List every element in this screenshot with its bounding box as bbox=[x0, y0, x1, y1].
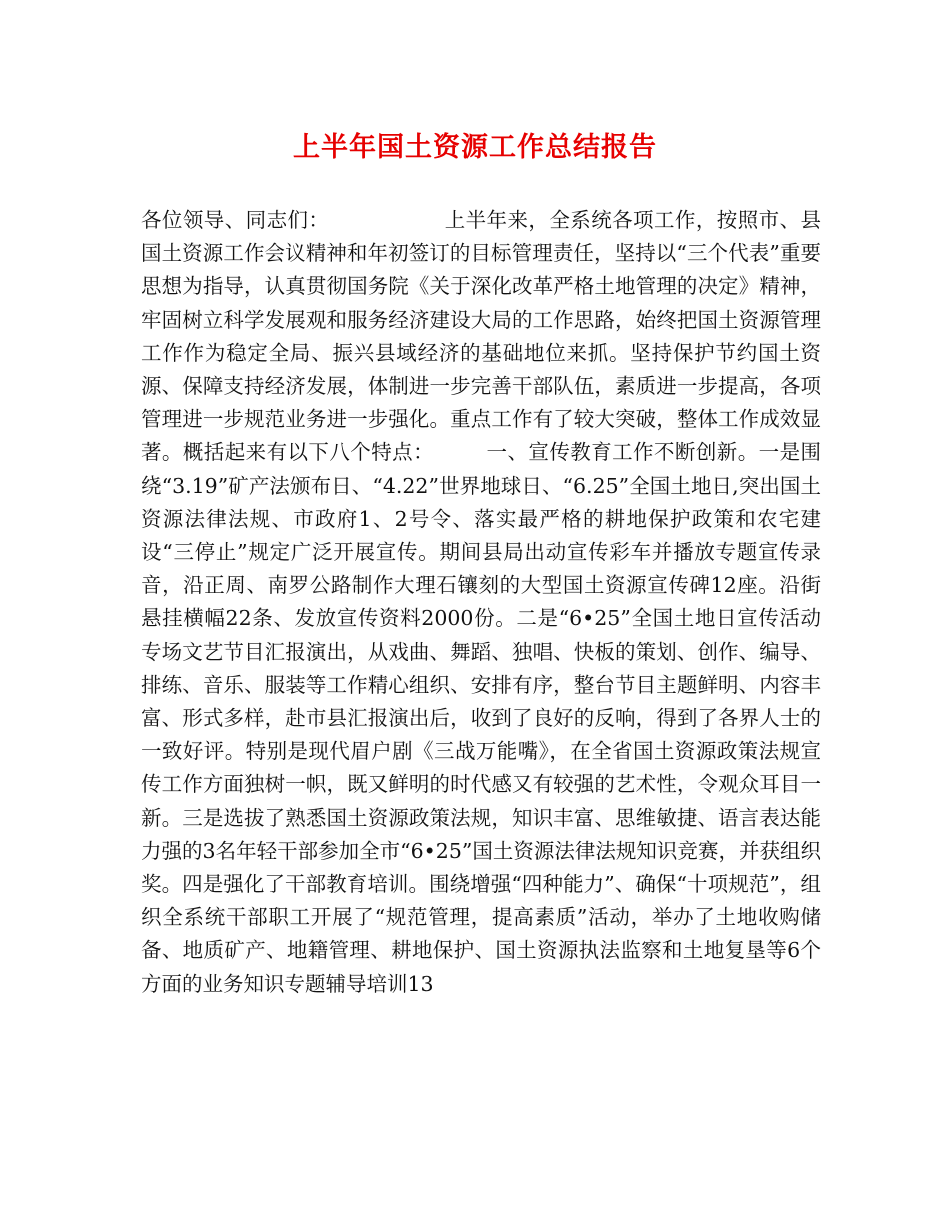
document-title: 上半年国土资源工作总结报告 bbox=[293, 132, 657, 163]
document-body: 各位领导、同志们： 上半年来，全系统各项工作，按照市、县国土资源工作会议精神和年初签订的目标管理责任，坚持以“三个代表”重要思想为指导，认真贯彻国务院《关于深化改革严格土地管理的决定》精神，牢固树立科学发展观和服务经济建设大局的工作思路，始终把国土资源管理工作作为稳定全局、振兴县域经济的基础地位来抓。坚持保护节约国土资源、保障支持经济发展，体制进一步完善干部队伍，素质进一步提高，各项管理进一步规范业务进一步强化。重点工作有了较大突破，整体工作成效显著。概括起来有以下八个特点： 一、宣传教育工作不断创新。一是围绕“3.19”矿产法颁布日、“4.22”世界地球日、“6.25”全国土地日,突出国土资源法律法规、市政府1、2号令、落实最严格的耕地保护政策和农宅建设“三停止”规定广泛开展宣传。期间县局出动宣传彩车并播放专题宣传录音，沿正周、南罗公路制作大理石镶刻的大型国土资源宣传碑12座。沿街悬挂横幅22条、发放宣传资料2000份。二是“6•25”全国土地日宣传活动专场文艺节目汇报演出，从戏曲、舞蹈、独唱、快板的策划、创作、编导、排练、音乐、服装等工作精心组织、安排有序，整台节目主题鲜明、内容丰富、形式多样，赴市县汇报演出后，收到了良好的反响，得到了各界人士的一致好评。特别是现代眉户剧《三战万能嘴》，在全省国土资源政策法规宣传工作方面独树一帜，既又鲜明的时代感又有较强的艺术性，令观众耳目一新。三是选拔了熟悉国土资源政策法规，知识丰富、思维敏捷、语言表达能力强的3名年轻干部参加全市“6•25”国土资源法律法规知识竞赛，并获组织奖。四是强化了干部教育培训。围绕增强“四种能力”、确保“十项规范”，组织全系统干部职工开展了“规范管理，提高素质”活动，举办了土地收购储备、地质矿产、地籍管理、耕地保护、国土资源执法监察和土地复垦等6个方面的业务知识专题辅导培训13 bbox=[141, 208, 821, 996]
